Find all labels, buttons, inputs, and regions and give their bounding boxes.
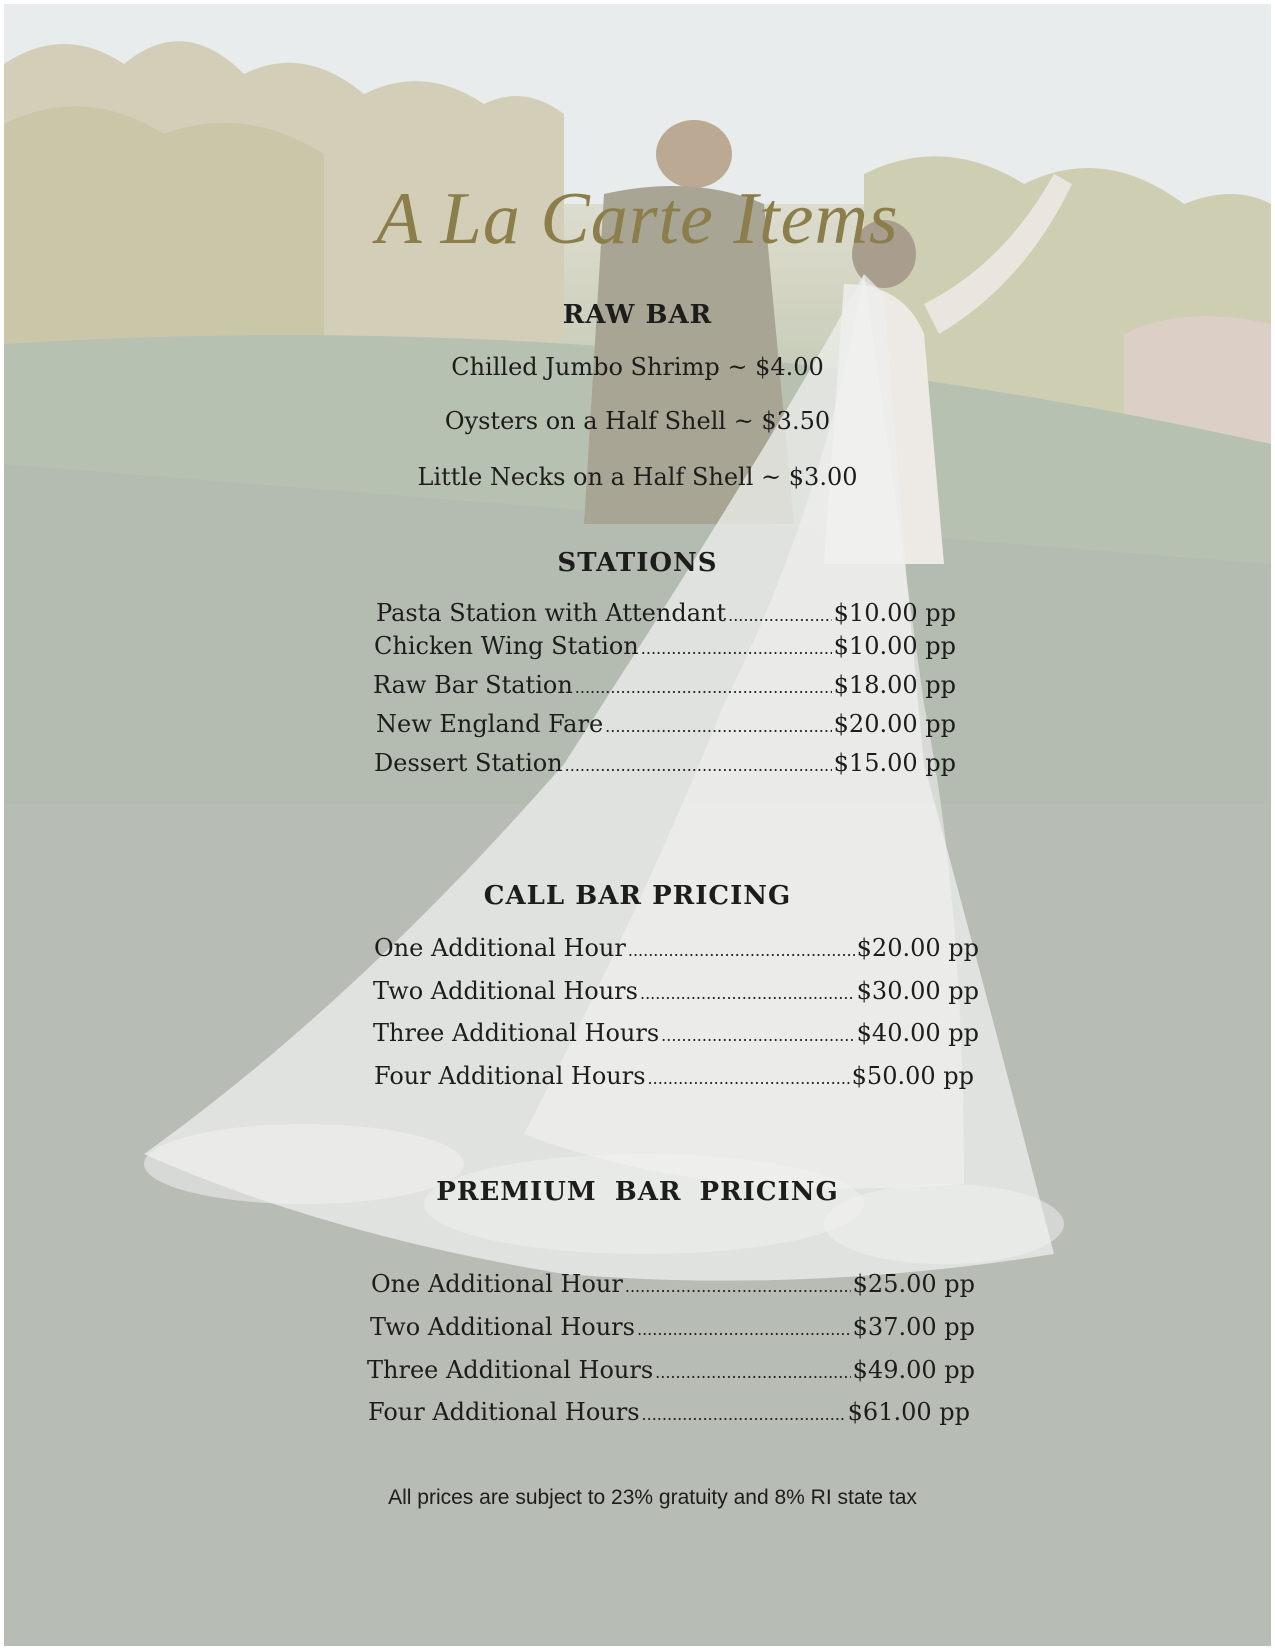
station-label: Raw Bar Station <box>373 671 573 699</box>
station-row <box>374 749 956 777</box>
dot-leader <box>642 1405 846 1424</box>
raw-bar-heading: RAW BAR <box>562 300 713 330</box>
call-bar-label: Two Additional Hours <box>373 977 638 1005</box>
dot-leader <box>625 1277 851 1296</box>
call-bar-label: Four Additional Hours <box>374 1062 646 1090</box>
menu-page <box>4 4 1271 1646</box>
dot-leader <box>661 1026 854 1045</box>
station-row <box>376 710 956 738</box>
call-bar-price: $50.00 pp <box>851 1062 974 1090</box>
premium-bar-price: $49.00 pp <box>852 1356 975 1384</box>
raw-bar-item: Little Necks on a Half Shell ~ $3.00 <box>417 463 858 491</box>
dot-leader <box>641 639 832 658</box>
raw-bar-item: Chilled Jumbo Shrimp ~ $4.00 <box>451 353 824 381</box>
premium-bar-row <box>367 1356 975 1384</box>
station-row <box>374 632 956 660</box>
station-label: Pasta Station with Attendant <box>376 599 727 627</box>
dot-leader <box>565 756 832 775</box>
premium-bar-row <box>370 1313 975 1341</box>
station-label: Chicken Wing Station <box>374 632 639 660</box>
premium-bar-price: $37.00 pp <box>852 1313 975 1341</box>
premium-bar-label: One Additional Hour <box>371 1270 623 1298</box>
dot-leader <box>637 1320 851 1339</box>
dot-leader <box>728 606 832 625</box>
dot-leader <box>575 678 832 697</box>
call-bar-row <box>373 977 979 1005</box>
dot-leader <box>640 984 855 1003</box>
call-bar-label: Three Additional Hours <box>373 1019 660 1047</box>
premium-bar-row <box>368 1398 970 1426</box>
raw-bar-item: Oysters on a Half Shell ~ $3.50 <box>444 407 831 435</box>
station-price: $10.00 pp <box>833 599 956 627</box>
dot-leader <box>648 1069 850 1088</box>
premium-bar-price: $61.00 pp <box>847 1398 970 1426</box>
premium-bar-price: $25.00 pp <box>852 1270 975 1298</box>
station-price: $20.00 pp <box>833 710 956 738</box>
call-bar-price: $30.00 pp <box>856 977 979 1005</box>
premium-bar-label: Four Additional Hours <box>368 1398 640 1426</box>
dot-leader <box>628 941 855 960</box>
dot-leader <box>605 717 832 736</box>
station-row <box>376 599 956 627</box>
premium-bar-label: Two Additional Hours <box>370 1313 635 1341</box>
station-price: $15.00 pp <box>833 749 956 777</box>
premium-bar-heading: PREMIUM BAR PRICING <box>436 1177 839 1207</box>
stations-heading: STATIONS <box>557 548 718 578</box>
dot-leader <box>655 1363 850 1382</box>
call-bar-row <box>374 934 979 962</box>
station-label: Dessert Station <box>374 749 563 777</box>
call-bar-row <box>373 1019 979 1047</box>
station-price: $10.00 pp <box>833 632 956 660</box>
call-bar-row <box>374 1062 974 1090</box>
station-label: New England Fare <box>376 710 604 738</box>
call-bar-price: $40.00 pp <box>856 1019 979 1047</box>
call-bar-price: $20.00 pp <box>856 934 979 962</box>
station-row <box>373 671 956 699</box>
premium-bar-label: Three Additional Hours <box>367 1356 654 1384</box>
premium-bar-row <box>371 1270 975 1298</box>
call-bar-heading: CALL BAR PRICING <box>483 881 792 911</box>
station-price: $18.00 pp <box>833 671 956 699</box>
call-bar-label: One Additional Hour <box>374 934 626 962</box>
tax-gratuity-note: All prices are subject to 23% gratuity and 8% RI state tax <box>388 1486 917 1509</box>
page-title: A La Carte Items <box>376 178 899 260</box>
